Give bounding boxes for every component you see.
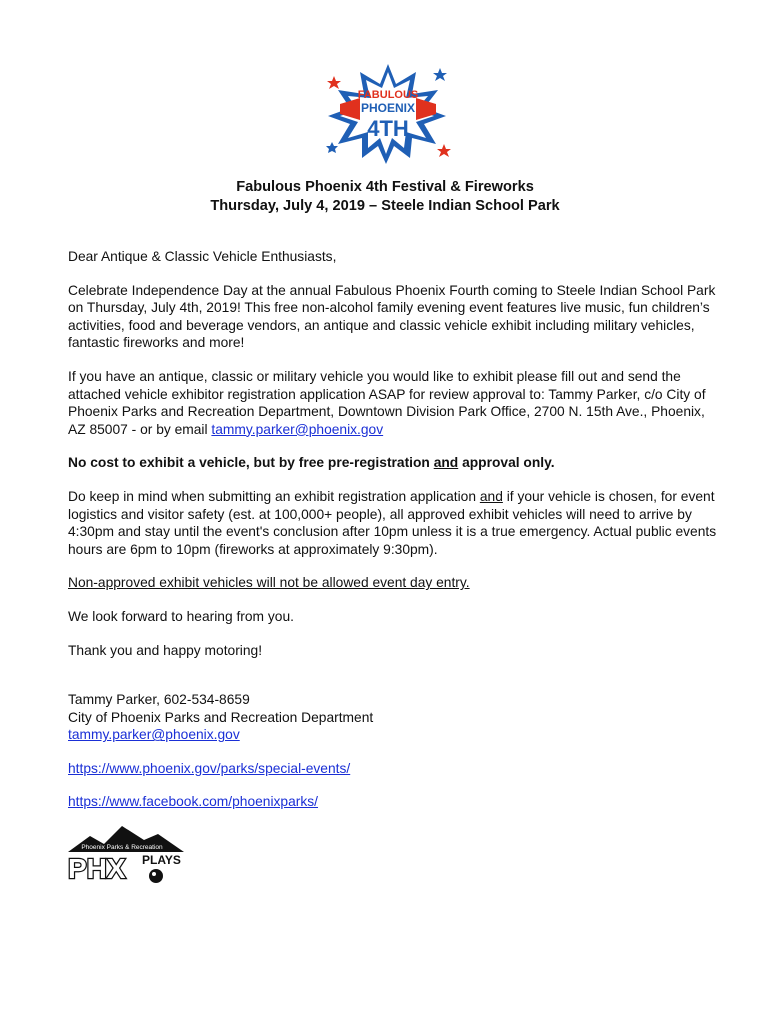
signature-email-link[interactable]: tammy.parker@phoenix.gov xyxy=(68,727,240,743)
logo-text-line3: 4TH xyxy=(367,116,409,141)
paragraph-look-forward: We look forward to hearing from you. xyxy=(68,608,294,624)
letter-body xyxy=(68,248,718,811)
logistics-post: if your vehicle is chosen, for event logistics and visitor safety (est. at 100,000+ people), all approved exhibit vehicles will need to arrive by 4:30pm and stay until the event's conclusion after 10pm unless it is a true emergency. Actual public events hours are 6pm to 10pm (fireworks at approximately 9:30pm). xyxy=(68,488,717,557)
letter-title xyxy=(0,178,770,216)
paragraph-intro: Celebrate Independence Day at the annual Fabulous Phoenix Fourth coming to Steele Indian School Park on Thursday, July 4th, 2019! This free non-alcohol family evening event features live music, fun children’s activities, food and beverage vendors, an antique and classic vehicle exhibit including military vehicles, fantastic fireworks and more! xyxy=(68,282,716,351)
no-cost-and: and xyxy=(433,455,459,471)
ball-icon xyxy=(149,869,163,883)
no-cost-post: approval only. xyxy=(458,455,555,471)
signature-name: Tammy Parker, 602-534-8659 xyxy=(68,692,250,708)
title-line-1: Fabulous Phoenix 4th Festival & Fireworks xyxy=(236,179,534,195)
signature-department: City of Phoenix Parks and Recreation Department xyxy=(68,709,374,725)
no-cost-pre: No cost to exhibit a vehicle, but by free pre-registration xyxy=(68,455,434,471)
exhibit-request-text: If you have an antique, classic or military vehicle you would like to exhibit please fill out and send the attached vehicle exhibitor registration application ASAP for review approval to: Tammy Parker, c/o City of Phoenix Parks and Recreation Department, Downtown Division Park Office, 2700 N. 15th Ave., Phoenix, AZ 85007 - or by email xyxy=(68,368,706,437)
paragraph-no-cost xyxy=(68,454,718,472)
logo-text-line1: FABULOUS xyxy=(357,89,419,101)
phx-plays-logo xyxy=(64,822,196,886)
email-link[interactable]: tammy.parker@phoenix.gov xyxy=(211,421,384,437)
logistics-and: and xyxy=(479,488,503,504)
logistics-pre: Do keep in mind when submitting an exhibit registration application xyxy=(68,488,480,504)
logo-plays-text: PLAYS xyxy=(142,853,181,867)
logo-text-line2: PHOENIX xyxy=(360,101,416,115)
facebook-link[interactable]: https://www.facebook.com/phoenixparks/ xyxy=(68,794,319,810)
paragraph-thanks: Thank you and happy motoring! xyxy=(68,642,263,658)
special-events-link[interactable]: https://www.phoenix.gov/parks/special-events/ xyxy=(68,760,351,776)
paragraph-non-approved: Non-approved exhibit vehicles will not be allowed event day entry. xyxy=(68,575,470,591)
logo-small-text: Phoenix Parks & Recreation xyxy=(81,844,163,851)
paragraph-logistics xyxy=(68,488,718,558)
logo-phx-text: PHX xyxy=(68,853,126,884)
fabulous-phoenix-logo xyxy=(320,58,456,166)
salutation: Dear Antique & Classic Vehicle Enthusiasts, xyxy=(68,249,337,264)
title-line-2: Thursday, July 4, 2019 – Steele Indian School Park xyxy=(210,198,560,214)
paragraph-exhibit-request xyxy=(68,368,718,438)
